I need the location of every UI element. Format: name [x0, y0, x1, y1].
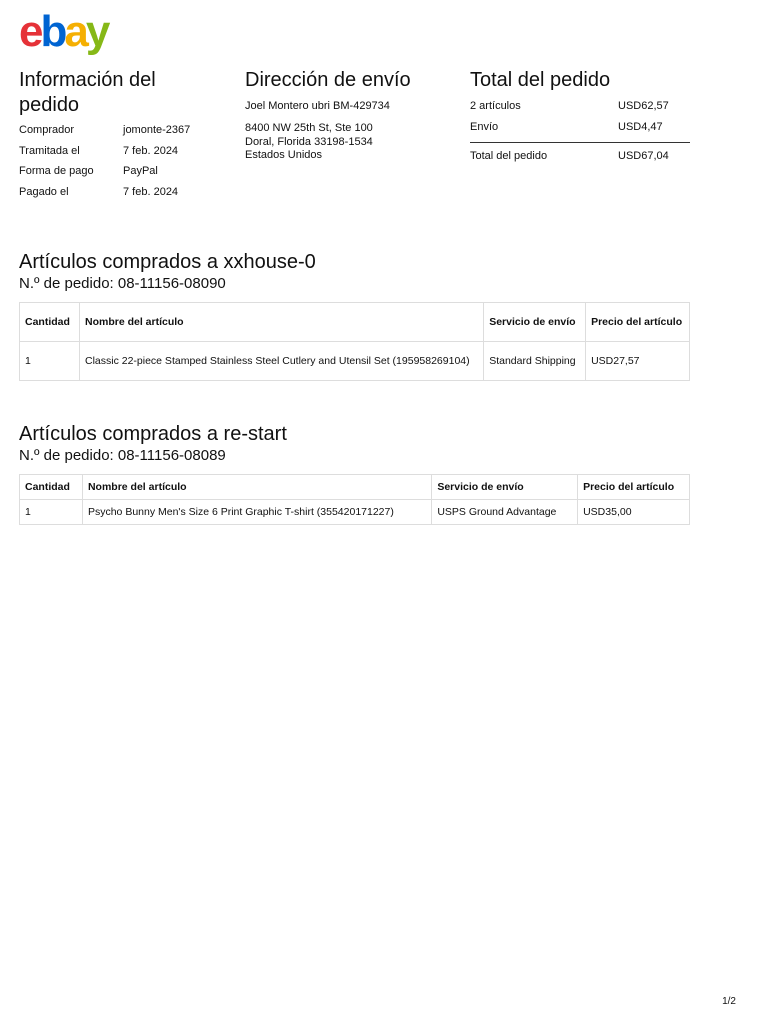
shipping-address-block: [245, 68, 455, 163]
order-total-block: [470, 68, 690, 171]
paid-on-value: 7 feb. 2024: [123, 186, 179, 199]
order-info-block: [19, 68, 219, 207]
paid-on-row: [19, 186, 219, 199]
item-shipping-service: Standard Shipping: [484, 342, 586, 381]
col-item-price-header: Precio del artículo: [586, 303, 690, 342]
col-shipping-service-header: Servicio de envío: [432, 475, 578, 500]
item-price: USD35,00: [578, 500, 690, 525]
item-quantity: 1: [20, 342, 80, 381]
grand-total-label: Total del pedido: [470, 150, 548, 162]
buyer-row: [19, 124, 219, 137]
col-quantity-header: Cantidad: [20, 303, 80, 342]
table-header-row: [20, 303, 690, 342]
order-total-title: Total del pedido: [470, 69, 611, 91]
shipping-cost-row: [470, 121, 690, 134]
col-item-price-header: Precio del artículo: [578, 475, 690, 500]
order-info-title: Información del pedido: [19, 69, 156, 116]
table-row: [20, 342, 690, 381]
section-title-seller-1: Artículos comprados a xxhouse-0: [19, 251, 316, 273]
order-number-2: N.º de pedido: 08-11156-08089: [19, 447, 226, 464]
processed-value: 7 feb. 2024: [123, 144, 179, 157]
total-divider: [470, 142, 690, 143]
table-row: [20, 500, 690, 525]
buyer-label: Comprador: [19, 124, 75, 136]
processed-row: [19, 145, 219, 158]
shipping-cost-label: Envío: [470, 121, 499, 133]
item-name: Classic 22-piece Stamped Stainless Steel Cutlery and Utensil Set (195958269104): [79, 342, 483, 381]
items-table-2: [19, 474, 690, 525]
col-item-name-header: Nombre del artículo: [79, 303, 483, 342]
payment-method-label: Forma de pago: [19, 165, 94, 178]
ebay-logo: ebay: [19, 7, 108, 56]
address-country: Estados Unidos: [245, 149, 323, 161]
payment-method-value: PayPal: [123, 165, 158, 178]
address-line-1: 8400 NW 25th St, Ste 100: [245, 122, 373, 134]
col-item-name-header: Nombre del artículo: [82, 475, 431, 500]
item-name: Psycho Bunny Men's Size 6 Print Graphic T-shirt (355420171227): [82, 500, 431, 525]
page-indicator: 1/2: [722, 996, 736, 1007]
shipping-title: Dirección de envío: [245, 69, 411, 91]
processed-label: Tramitada el: [19, 144, 80, 157]
grand-total-row: [470, 150, 690, 163]
grand-total-value: USD67,04: [618, 150, 669, 162]
items-count-label: 2 artículos: [470, 100, 521, 112]
item-shipping-service: USPS Ground Advantage: [432, 500, 578, 525]
shipping-cost-value: USD4,47: [618, 121, 663, 133]
item-quantity: 1: [20, 500, 83, 525]
items-subtotal-value: USD62,57: [618, 100, 669, 112]
payment-method-row: [19, 165, 219, 178]
items-subtotal-row: [470, 100, 690, 113]
address-line-2: Doral, Florida 33198-1534: [245, 135, 373, 148]
table-header-row: [20, 475, 690, 500]
col-quantity-header: Cantidad: [20, 475, 83, 500]
order-number-1: N.º de pedido: 08-11156-08090: [19, 275, 226, 292]
buyer-value: jomonte-2367: [123, 124, 191, 136]
paid-on-label: Pagado el: [19, 186, 69, 199]
col-shipping-service-header: Servicio de envío: [484, 303, 586, 342]
recipient-name: Joel Montero ubri BM-429734: [245, 100, 390, 112]
section-title-seller-2: Artículos comprados a re-start: [19, 423, 287, 445]
items-table-1: [19, 302, 690, 381]
item-price: USD27,57: [586, 342, 690, 381]
